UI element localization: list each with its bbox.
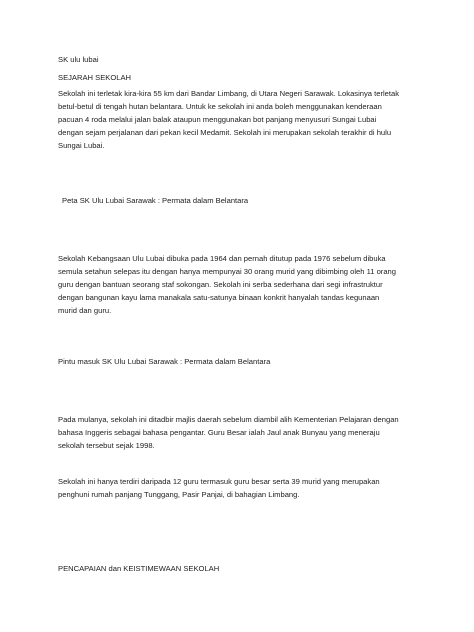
section-heading-achievements: PENCAPAIAN dan KEISTIMEWAAN SEKOLAH: [58, 564, 220, 573]
paragraph-line: Sekolah ini terletak kira-kira 55 km dari Bandar Limbang, di Utara Negeri Sarawak. Lokasinya terletak: [58, 89, 400, 98]
paragraph-line: dengan sejam perjalanan dari pekan kecil Medamit. Sekolah ini merupakan sekolah terakhir di hulu: [58, 128, 392, 137]
paragraph-line: Pada mulanya, sekolah ini ditadbir majlis daerah sebelum diambil alih Kementerian Pelajaran dengan: [58, 415, 399, 424]
paragraph-line: betul-betul di tengah hutan belantara. Untuk ke sekolah ini anda boleh menggunakan kenderaan: [58, 102, 382, 111]
paragraph-line: pacuan 4 roda melalui jalan balak ataupun menggunakan bot panjang menyusuri Sungai Lubai: [58, 115, 377, 124]
section-heading-history: SEJARAH SEKOLAH: [58, 73, 132, 82]
paragraph-line: murid dan guru.: [58, 306, 112, 315]
paragraph-line: semula setahun selepas itu dengan hanya mempunyai 30 orang murid yang dibimbing oleh 11 orang: [58, 267, 397, 276]
document-title: SK ulu lubai: [58, 55, 99, 64]
paragraph-line: penghuni rumah panjang Tunggang, Pasir Panjai, di bahagian Limbang.: [58, 490, 300, 499]
caption-entrance: Pintu masuk SK Ulu Lubai Sarawak : Permata dalam Belantara: [58, 357, 271, 366]
paragraph-line: Sekolah Kebangsaan Ulu Lubai dibuka pada 1964 dan pernah ditutup pada 1976 sebelum dibuka: [58, 254, 386, 263]
paragraph-line: bahasa Inggeris sebagai bahasa pengantar. Guru Besar ialah Jaul anak Bunyau yang meneraju: [58, 428, 380, 437]
paragraph-line: sekolah tersebut sejak 1998.: [58, 441, 155, 450]
paragraph-line: guru dengan bantuan seorang staf sokongan. Sekolah ini serba sederhana dari segi infrastruktur: [58, 280, 383, 289]
paragraph-line: Sungai Lubai.: [58, 141, 105, 150]
caption-map: Peta SK Ulu Lubai Sarawak : Permata dalam Belantara: [62, 196, 249, 205]
paragraph-line: dengan bangunan kayu lama manakala satu-satunya binaan konkrit hanyalah tandas kegunaan: [58, 293, 380, 302]
paragraph-line: Sekolah ini hanya terdiri daripada 12 guru termasuk guru besar serta 39 murid yang merupakan: [58, 477, 380, 486]
